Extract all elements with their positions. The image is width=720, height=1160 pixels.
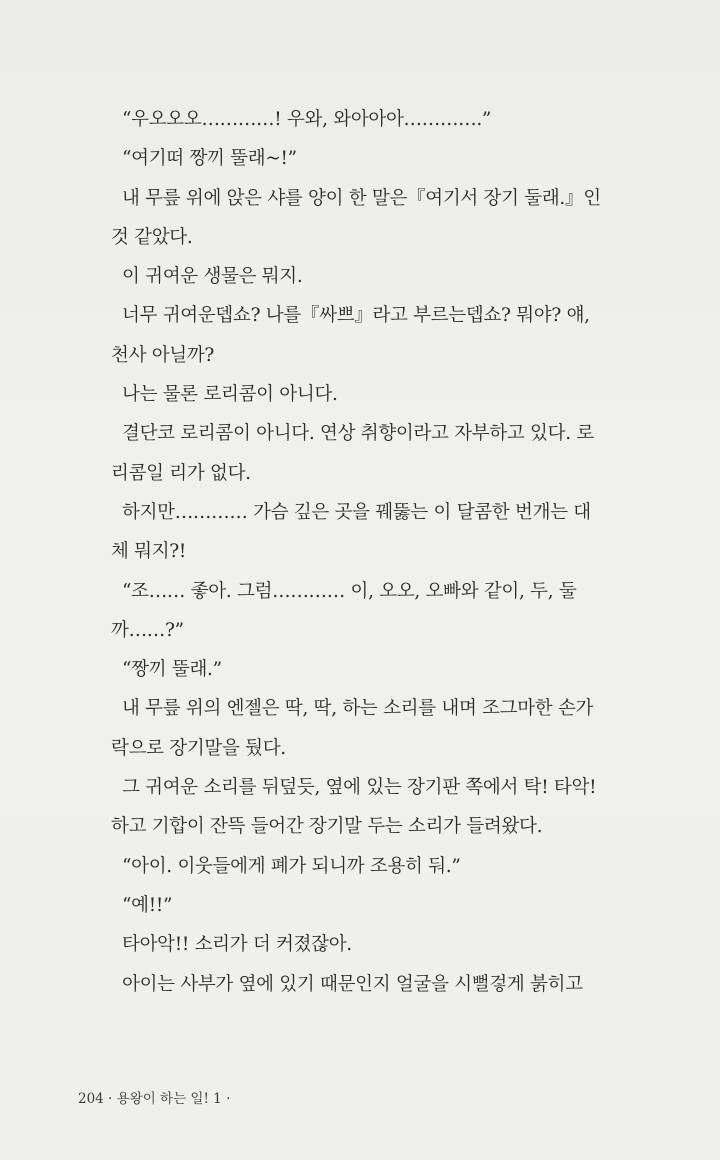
- text-line: 타아악!! 소리가 더 커졌잖아.: [122, 934, 352, 956]
- text-line: “아이. 이웃들에게 폐가 되니까 조용히 둬.”: [122, 855, 461, 877]
- text-line: 하고 기합이 잔뜩 들어간 장기말 두는 소리가 들려왔다.: [111, 816, 543, 838]
- text-line: 체 뭐지?!: [111, 541, 187, 563]
- text-line: 결단코 로리콤이 아니다. 연상 취향이라고 자부하고 있다. 로: [122, 423, 594, 445]
- text-line: 나는 물론 로리콤이 아니다.: [122, 384, 338, 406]
- text-line: 내 무릎 위의 엔젤은 딱, 딱, 하는 소리를 내며 조그마한 손가: [122, 698, 594, 720]
- text-line: 까……?”: [111, 619, 184, 641]
- page-footer: 204 · 용왕이 하는 일! 1 ·: [78, 1091, 231, 1107]
- text-line: “여기떠 짱끼 뚤래~!”: [122, 148, 297, 170]
- body-text: [111, 100, 686, 1004]
- text-line: “예!!”: [122, 894, 173, 916]
- text-line: 락으로 장기말을 뒀다.: [111, 737, 286, 759]
- text-line: “짱끼 뚤래.”: [122, 659, 222, 681]
- text-line: “조…… 좋아. 그럼………… 이, 오오, 오빠와 같이, 두, 둘: [122, 580, 577, 602]
- text-line: 아이는 사부가 옆에 있기 때문인지 얼굴을 시뻘겋게 붉히고: [122, 973, 583, 995]
- text-line: “우오오오…………! 우와, 와아아아………….”: [122, 109, 492, 130]
- text-line: 내 무릎 위에 앉은 샤를 양이 한 말은『여기서 장기 둘래.』인: [122, 187, 601, 209]
- text-line: 이 귀여운 생물은 뭐지.: [122, 266, 303, 288]
- text-line: 그 귀여운 소리를 뒤덮듯, 옆에 있는 장기판 쪽에서 탁! 타악!: [122, 777, 597, 799]
- text-line: 하지만………… 가슴 깊은 곳을 꿰뚫는 이 달콤한 번개는 대: [122, 501, 591, 523]
- text-line: 리콤일 리가 없다.: [111, 462, 251, 484]
- text-line: 천사 아닐까?: [111, 344, 215, 366]
- text-line: 너무 귀여운뎁쇼? 나를『싸쁘』라고 부르는뎁쇼? 뭐야? 얘,: [122, 305, 590, 327]
- text-line: 것 같았다.: [111, 226, 193, 248]
